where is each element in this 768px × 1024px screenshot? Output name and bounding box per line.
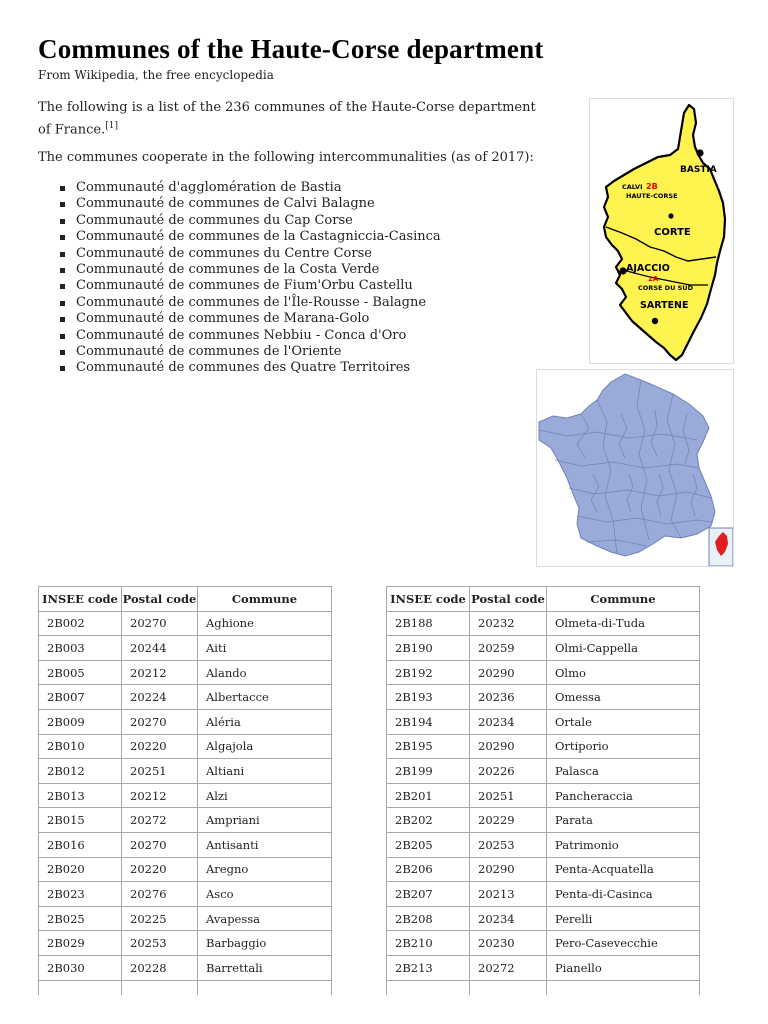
commune-cell[interactable]: Antisanti xyxy=(198,832,332,857)
postal-code-cell: 20212 xyxy=(122,783,198,808)
table-row xyxy=(39,931,332,956)
insee-code-cell: 2B003 xyxy=(39,636,122,661)
sartene-marker xyxy=(652,318,658,324)
intercommunality-item[interactable]: Communauté de communes de Marana-Golo xyxy=(56,311,441,327)
insee-code-cell: 2B202 xyxy=(387,808,470,833)
intercommunality-item[interactable]: Communauté de communes du Centre Corse xyxy=(56,246,441,262)
communes-table-left-body xyxy=(39,611,332,994)
commune-cell[interactable]: Ampriani xyxy=(198,808,332,833)
insee-code-cell: 2B206 xyxy=(387,857,470,882)
insee-code-cell: 2B194 xyxy=(387,709,470,734)
insee-code-cell: 2B020 xyxy=(39,857,122,882)
commune-cell[interactable]: Albertacce xyxy=(198,685,332,710)
calvi-label: CALVI xyxy=(622,183,643,191)
france-mainland-shape xyxy=(539,374,715,556)
postal-code-cell: 20276 xyxy=(122,882,198,907)
postal-code-cell: 20272 xyxy=(470,955,547,980)
commune-cell[interactable]: Olmo xyxy=(547,660,700,685)
insee-code-cell: 2B015 xyxy=(39,808,122,833)
insee-code-cell: 2B025 xyxy=(39,906,122,931)
postal-code-cell: 20270 xyxy=(122,709,198,734)
postal-code-cell: 20213 xyxy=(470,882,547,907)
corte-label: CORTE xyxy=(654,227,691,238)
insee-code-cell: 2B010 xyxy=(39,734,122,759)
postal-code-cell: 20212 xyxy=(122,660,198,685)
insee-code-cell: 2B002 xyxy=(39,611,122,636)
commune-cell xyxy=(547,980,700,995)
insee-code-cell: 2B199 xyxy=(387,759,470,784)
insee-code-cell: 2B023 xyxy=(39,882,122,907)
communes-table-right-body xyxy=(387,611,700,994)
communes-table-left xyxy=(38,586,332,995)
commune-cell[interactable]: Aregno xyxy=(198,857,332,882)
insee-code-cell: 2B007 xyxy=(39,685,122,710)
table-header-row xyxy=(387,587,700,612)
table-row xyxy=(387,857,700,882)
intercommunality-item[interactable]: Communauté de communes des Quatre Territoires xyxy=(56,360,441,376)
insee-code-cell: 2B013 xyxy=(39,783,122,808)
table-row xyxy=(39,636,332,661)
insee-code-cell: 2B190 xyxy=(387,636,470,661)
commune-cell[interactable]: Penta-Acquatella xyxy=(547,857,700,882)
intercommunality-item[interactable]: Communauté d'agglomération de Bastia xyxy=(56,180,441,196)
commune-cell[interactable]: Asco xyxy=(198,882,332,907)
insee-code-cell: 2B188 xyxy=(387,611,470,636)
insee-code-cell: 2B016 xyxy=(39,832,122,857)
table-row xyxy=(39,955,332,980)
commune-cell[interactable]: Barbaggio xyxy=(198,931,332,956)
postal-code-cell: 20290 xyxy=(470,857,547,882)
postal-code-cell: 20259 xyxy=(470,636,547,661)
header-postal-code[interactable]: Postal code xyxy=(122,587,198,612)
insee-code-cell: 2B195 xyxy=(387,734,470,759)
corse-du-sud-label: CORSE DU SUD xyxy=(638,284,693,292)
table-row xyxy=(39,660,332,685)
table-row xyxy=(39,759,332,784)
code-2b-label: 2B xyxy=(646,182,658,191)
code-2a-label: 2A xyxy=(648,275,659,283)
table-row xyxy=(39,882,332,907)
intro-paragraph xyxy=(38,99,538,139)
commune-cell[interactable]: Olmeta-di-Tuda xyxy=(547,611,700,636)
header-commune[interactable]: Commune xyxy=(547,587,700,612)
intercommunalities-list xyxy=(56,180,441,377)
bastia-marker xyxy=(696,149,703,156)
commune-cell[interactable]: Alando xyxy=(198,660,332,685)
table-row xyxy=(387,906,700,931)
postal-code-cell: 20251 xyxy=(122,759,198,784)
insee-code-cell: 2B205 xyxy=(387,832,470,857)
page-title: Communes of the Haute-Corse department xyxy=(38,34,544,64)
postal-code-cell: 20251 xyxy=(470,783,547,808)
insee-code-cell: 2B029 xyxy=(39,931,122,956)
commune-cell[interactable]: Altiani xyxy=(198,759,332,784)
postal-code-cell: 20228 xyxy=(122,955,198,980)
postal-code-cell: 20290 xyxy=(470,660,547,685)
ajaccio-label: AJACCIO xyxy=(626,263,670,274)
postal-code-cell: 20234 xyxy=(470,709,547,734)
communes-table-right xyxy=(386,586,700,995)
commune-cell[interactable]: Perelli xyxy=(547,906,700,931)
postal-code-cell: 20220 xyxy=(122,734,198,759)
postal-code-cell: 20244 xyxy=(122,636,198,661)
table-row xyxy=(387,783,700,808)
postal-code-cell: 20229 xyxy=(470,808,547,833)
intercommunality-item[interactable]: Communauté de communes du Cap Corse xyxy=(56,213,441,229)
table-row xyxy=(387,685,700,710)
table-row xyxy=(387,660,700,685)
postal-code-cell: 20220 xyxy=(122,857,198,882)
haute-corse-map-drawing xyxy=(590,99,733,363)
commune-cell[interactable]: Ortale xyxy=(547,709,700,734)
insee-code-cell xyxy=(387,980,470,995)
postal-code-cell: 20290 xyxy=(470,734,547,759)
postal-code-cell: 20226 xyxy=(470,759,547,784)
table-row xyxy=(39,611,332,636)
commune-cell[interactable]: Penta-di-Casinca xyxy=(547,882,700,907)
commune-cell[interactable]: Olmi-Cappella xyxy=(547,636,700,661)
corte-marker xyxy=(668,213,673,218)
commune-cell[interactable]: Palasca xyxy=(547,759,700,784)
commune-cell[interactable]: Pero-Casevecchie xyxy=(547,931,700,956)
commune-cell[interactable]: Aghione xyxy=(198,611,332,636)
postal-code-cell: 20224 xyxy=(122,685,198,710)
commune-cell[interactable]: Parata xyxy=(547,808,700,833)
table-row xyxy=(39,685,332,710)
postal-code-cell xyxy=(122,980,198,995)
commune-cell[interactable]: Aléria xyxy=(198,709,332,734)
intercommunality-item[interactable]: Communauté de communes de Calvi Balagne xyxy=(56,196,441,212)
reference-link[interactable]: [1] xyxy=(105,121,118,131)
france-location-map[interactable] xyxy=(536,369,734,567)
commune-cell[interactable]: Algajola xyxy=(198,734,332,759)
insee-code-cell: 2B201 xyxy=(387,783,470,808)
table-row xyxy=(39,709,332,734)
table-row xyxy=(387,931,700,956)
commune-cell[interactable]: Aiti xyxy=(198,636,332,661)
insee-code-cell: 2B193 xyxy=(387,685,470,710)
intercommunality-item[interactable]: Communauté de communes de la Costa Verde xyxy=(56,262,441,278)
table-row xyxy=(387,980,700,995)
header-insee-code[interactable]: INSEE code xyxy=(39,587,122,612)
header-commune[interactable]: Commune xyxy=(198,587,332,612)
table-row xyxy=(387,759,700,784)
table-row xyxy=(387,709,700,734)
table-row xyxy=(387,955,700,980)
commune-cell[interactable]: Alzi xyxy=(198,783,332,808)
table-row xyxy=(39,734,332,759)
intercommunality-item[interactable]: Communauté de communes de l'Oriente xyxy=(56,344,441,360)
commune-cell[interactable]: Pancheraccia xyxy=(547,783,700,808)
insee-code-cell: 2B208 xyxy=(387,906,470,931)
insee-code-cell: 2B207 xyxy=(387,882,470,907)
table-row xyxy=(39,783,332,808)
postal-code-cell: 20230 xyxy=(470,931,547,956)
postal-code-cell xyxy=(470,980,547,995)
header-insee-code[interactable]: INSEE code xyxy=(387,587,470,612)
commune-cell[interactable]: Ortiporio xyxy=(547,734,700,759)
intro-text: The following is a list of the 236 communes of the Haute-Corse department of France. xyxy=(38,100,536,138)
intercommunality-item[interactable]: Communauté de communes Nebbiu - Conca d'Oro xyxy=(56,328,441,344)
postal-code-cell: 20270 xyxy=(122,611,198,636)
header-postal-code[interactable]: Postal code xyxy=(470,587,547,612)
postal-code-cell: 20232 xyxy=(470,611,547,636)
intercommunalities-intro: The communes cooperate in the following intercommunalities (as of 2017): xyxy=(38,150,534,165)
table-row xyxy=(39,906,332,931)
sartene-label: SARTENE xyxy=(640,300,689,311)
table-header-row xyxy=(39,587,332,612)
table-row xyxy=(387,882,700,907)
insee-code-cell: 2B005 xyxy=(39,660,122,685)
insee-code-cell xyxy=(39,980,122,995)
commune-cell[interactable]: Pianello xyxy=(547,955,700,980)
postal-code-cell: 20225 xyxy=(122,906,198,931)
postal-code-cell: 20253 xyxy=(122,931,198,956)
intercommunality-item[interactable]: Communauté de communes de l'Île-Rousse - Balagne xyxy=(56,295,441,311)
insee-code-cell: 2B210 xyxy=(387,931,470,956)
bastia-label: BASTIA xyxy=(680,165,717,175)
commune-cell[interactable]: Avapessa xyxy=(198,906,332,931)
commune-cell[interactable]: Omessa xyxy=(547,685,700,710)
insee-code-cell: 2B213 xyxy=(387,955,470,980)
france-map-drawing xyxy=(537,370,733,566)
insee-code-cell: 2B030 xyxy=(39,955,122,980)
table-row xyxy=(387,636,700,661)
postal-code-cell: 20236 xyxy=(470,685,547,710)
haute-corse-map[interactable] xyxy=(589,98,734,364)
table-row xyxy=(39,980,332,995)
postal-code-cell: 20270 xyxy=(122,832,198,857)
haute-corse-label: HAUTE-CORSE xyxy=(626,192,678,200)
table-row xyxy=(387,734,700,759)
table-row xyxy=(387,611,700,636)
commune-cell[interactable]: Barrettali xyxy=(198,955,332,980)
insee-code-cell: 2B192 xyxy=(387,660,470,685)
commune-cell xyxy=(198,980,332,995)
postal-code-cell: 20253 xyxy=(470,832,547,857)
insee-code-cell: 2B009 xyxy=(39,709,122,734)
table-row xyxy=(387,832,700,857)
insee-code-cell: 2B012 xyxy=(39,759,122,784)
intercommunality-item[interactable]: Communauté de communes de Fium'Orbu Castellu xyxy=(56,278,441,294)
commune-cell[interactable]: Patrimonio xyxy=(547,832,700,857)
intercommunality-item[interactable]: Communauté de communes de la Castagniccia-Casinca xyxy=(56,229,441,245)
table-row xyxy=(387,808,700,833)
table-row xyxy=(39,808,332,833)
table-row xyxy=(39,857,332,882)
table-row xyxy=(39,832,332,857)
page-subtitle: From Wikipedia, the free encyclopedia xyxy=(38,68,274,82)
postal-code-cell: 20272 xyxy=(122,808,198,833)
postal-code-cell: 20234 xyxy=(470,906,547,931)
